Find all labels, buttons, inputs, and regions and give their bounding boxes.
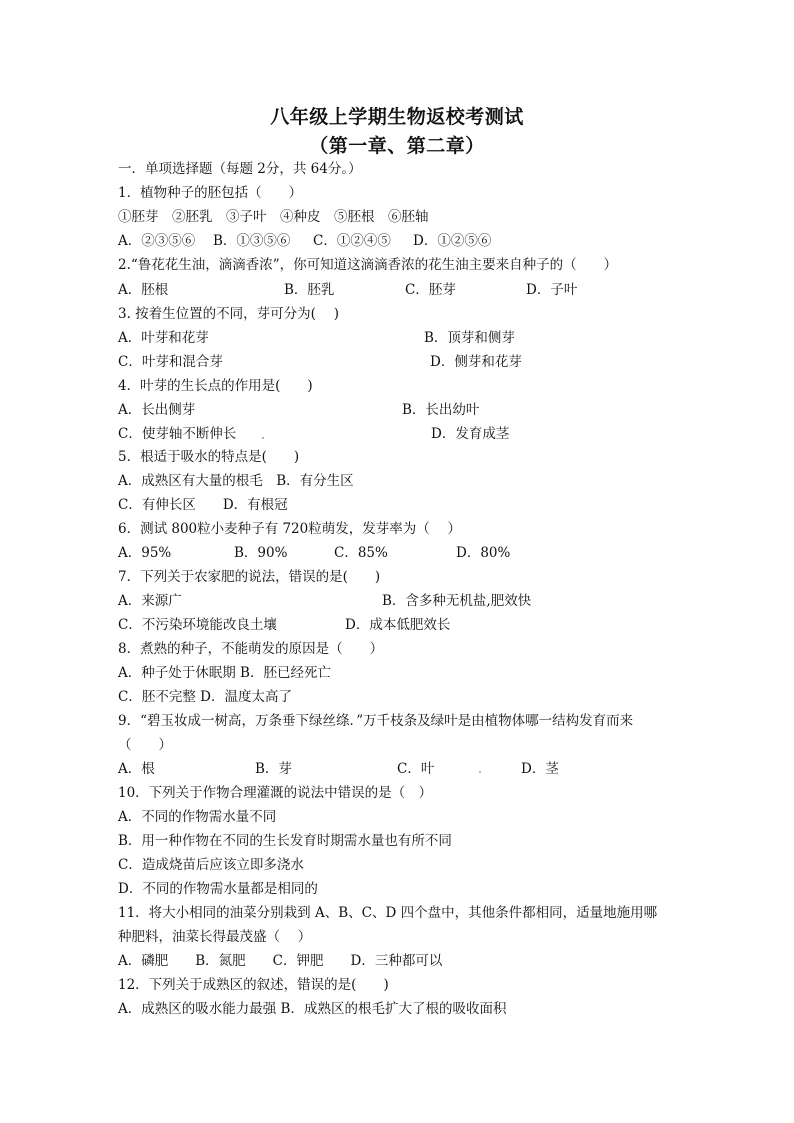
question-7-option-d: D．成本低肥效长 (345, 617, 451, 633)
question-4-option-b: B．长出幼叶 (402, 402, 480, 418)
question-9-option-b: B．芽 (255, 761, 292, 777)
question-9-option-a: A．根 (118, 761, 155, 777)
question-1-option-c: C．①②④⑤ (313, 233, 391, 249)
question-8-options-cd: C．胚不完整 D．温度太高了 (118, 689, 292, 705)
question-7-stem: 7．下列关于农家肥的说法，错误的是( ) (118, 569, 381, 585)
question-10-option-a: A．不同的作物需水量不同 (118, 809, 277, 825)
question-11-stem-line-2: 种肥料，油菜长得最茂盛（ ） (118, 929, 312, 945)
question-9-paren: （ ） (118, 737, 172, 753)
question-1-option-d: D．①②⑤⑥ (413, 233, 492, 249)
question-8-stem: 8．煮熟的种子，不能萌发的原因是（ ） (118, 641, 384, 657)
question-3-stem: 3. 按着生位置的不同，芽可分为( ) (118, 306, 339, 322)
question-1-option-b: B．①③⑤⑥ (213, 233, 291, 249)
question-7-option-a: A．来源广 (118, 593, 182, 609)
question-3-option-a: A．叶芽和花芽 (118, 330, 209, 346)
question-5-options-ab: A．成熟区有大量的根毛 B．有分生区 (118, 473, 354, 489)
question-4-stem: 4．叶芽的生长点的作用是( ) (118, 378, 313, 394)
question-10-option-b: B．用一种作物在不同的生长发育时期需水量也有所不同 (118, 833, 452, 849)
question-1-option-a: A．②③⑤⑥ (118, 233, 196, 249)
exam-title: 八年级上学期生物返校考测试 (270, 106, 524, 128)
question-5-options-cd: C．有伸长区 D．有根冠 (118, 497, 288, 513)
question-2-option-a: A．胚根 (118, 282, 169, 298)
question-9-option-c: C．叶 (397, 761, 435, 777)
question-12-stem: 12．下列关于成熟区的叙述，错误的是( ) (118, 977, 389, 993)
question-1-items: ①胚芽 ②胚乳 ③子叶 ④种皮 ⑤胚根 ⑥胚轴 (118, 209, 429, 225)
question-11-stem-line-1: 11．将大小相同的油菜分别栽到 A、B、C、D 四个盘中，其他条件都相同，适量地施用哪 (118, 905, 658, 921)
question-1-stem: 1．植物种子的胚包括（ ） (118, 185, 303, 201)
question-9-option-d: D．茎 (521, 761, 559, 777)
question-4-option-d: D．发育成茎 (431, 426, 510, 442)
question-6-option-c: C．85% (334, 545, 388, 561)
question-4-option-a: A．长出侧芽 (118, 402, 196, 418)
question-10-stem: 10．下列关于作物合理灌溉的说法中错误的是（ ） (118, 785, 433, 801)
question-2-option-b: B．胚乳 (284, 282, 335, 298)
question-3-option-d: D．侧芽和花芽 (430, 354, 522, 370)
exam-subtitle: （第一章、第二章） (309, 135, 485, 157)
question-2-option-d: D．子叶 (526, 282, 578, 298)
question-11-options: A．磷肥 B．氮肥 C．钾肥 D．三种都可以 (118, 953, 443, 969)
stray-dot (479, 771, 481, 773)
question-6-stem: 6．测试 800粒小麦种子有 720粒萌发，发芽率为（ ） (118, 521, 461, 537)
question-3-option-c: C．叶芽和混合芽 (118, 354, 223, 370)
question-2-stem: 2.“鲁花花生油，滴滴香浓”，你可知道这滴滴香浓的花生油主要来自种子的（ ） (118, 257, 618, 273)
question-7-option-b: B．含多种无机盐,肥效快 (382, 593, 532, 609)
question-12-options-ab: A．成熟区的吸水能力最强 B．成熟区的根毛扩大了根的吸收面积 (118, 1001, 507, 1017)
question-7-option-c: C．不污染环境能改良土壤 (118, 617, 277, 633)
question-6-option-b: B．90% (234, 545, 288, 561)
question-10-option-d: D．不同的作物需水量都是相同的 (118, 881, 318, 897)
question-4-option-c: C．使芽轴不断伸长 (118, 426, 237, 442)
question-6-option-a: A．95% (118, 545, 172, 561)
question-2-option-c: C．胚芽 (405, 282, 456, 298)
section-heading: 一．单项选择题（每题 2分，共 64分。） (118, 161, 362, 177)
question-8-options-ab: A．种子处于休眠期 B．胚已经死亡 (118, 665, 331, 681)
stray-dot (262, 437, 264, 439)
question-10-option-c: C．造成烧苗后应该立即多浇水 (118, 857, 304, 873)
question-6-option-d: D．80% (456, 545, 511, 561)
question-3-option-b: B．顶芽和侧芽 (424, 330, 515, 346)
question-5-stem: 5．根适于吸水的特点是( ) (118, 449, 300, 465)
question-9-stem: 9．“碧玉妆成一树高，万条垂下绿丝绦．”万千枝条及绿叶是由植物体哪一结构发育而来 (118, 713, 634, 729)
